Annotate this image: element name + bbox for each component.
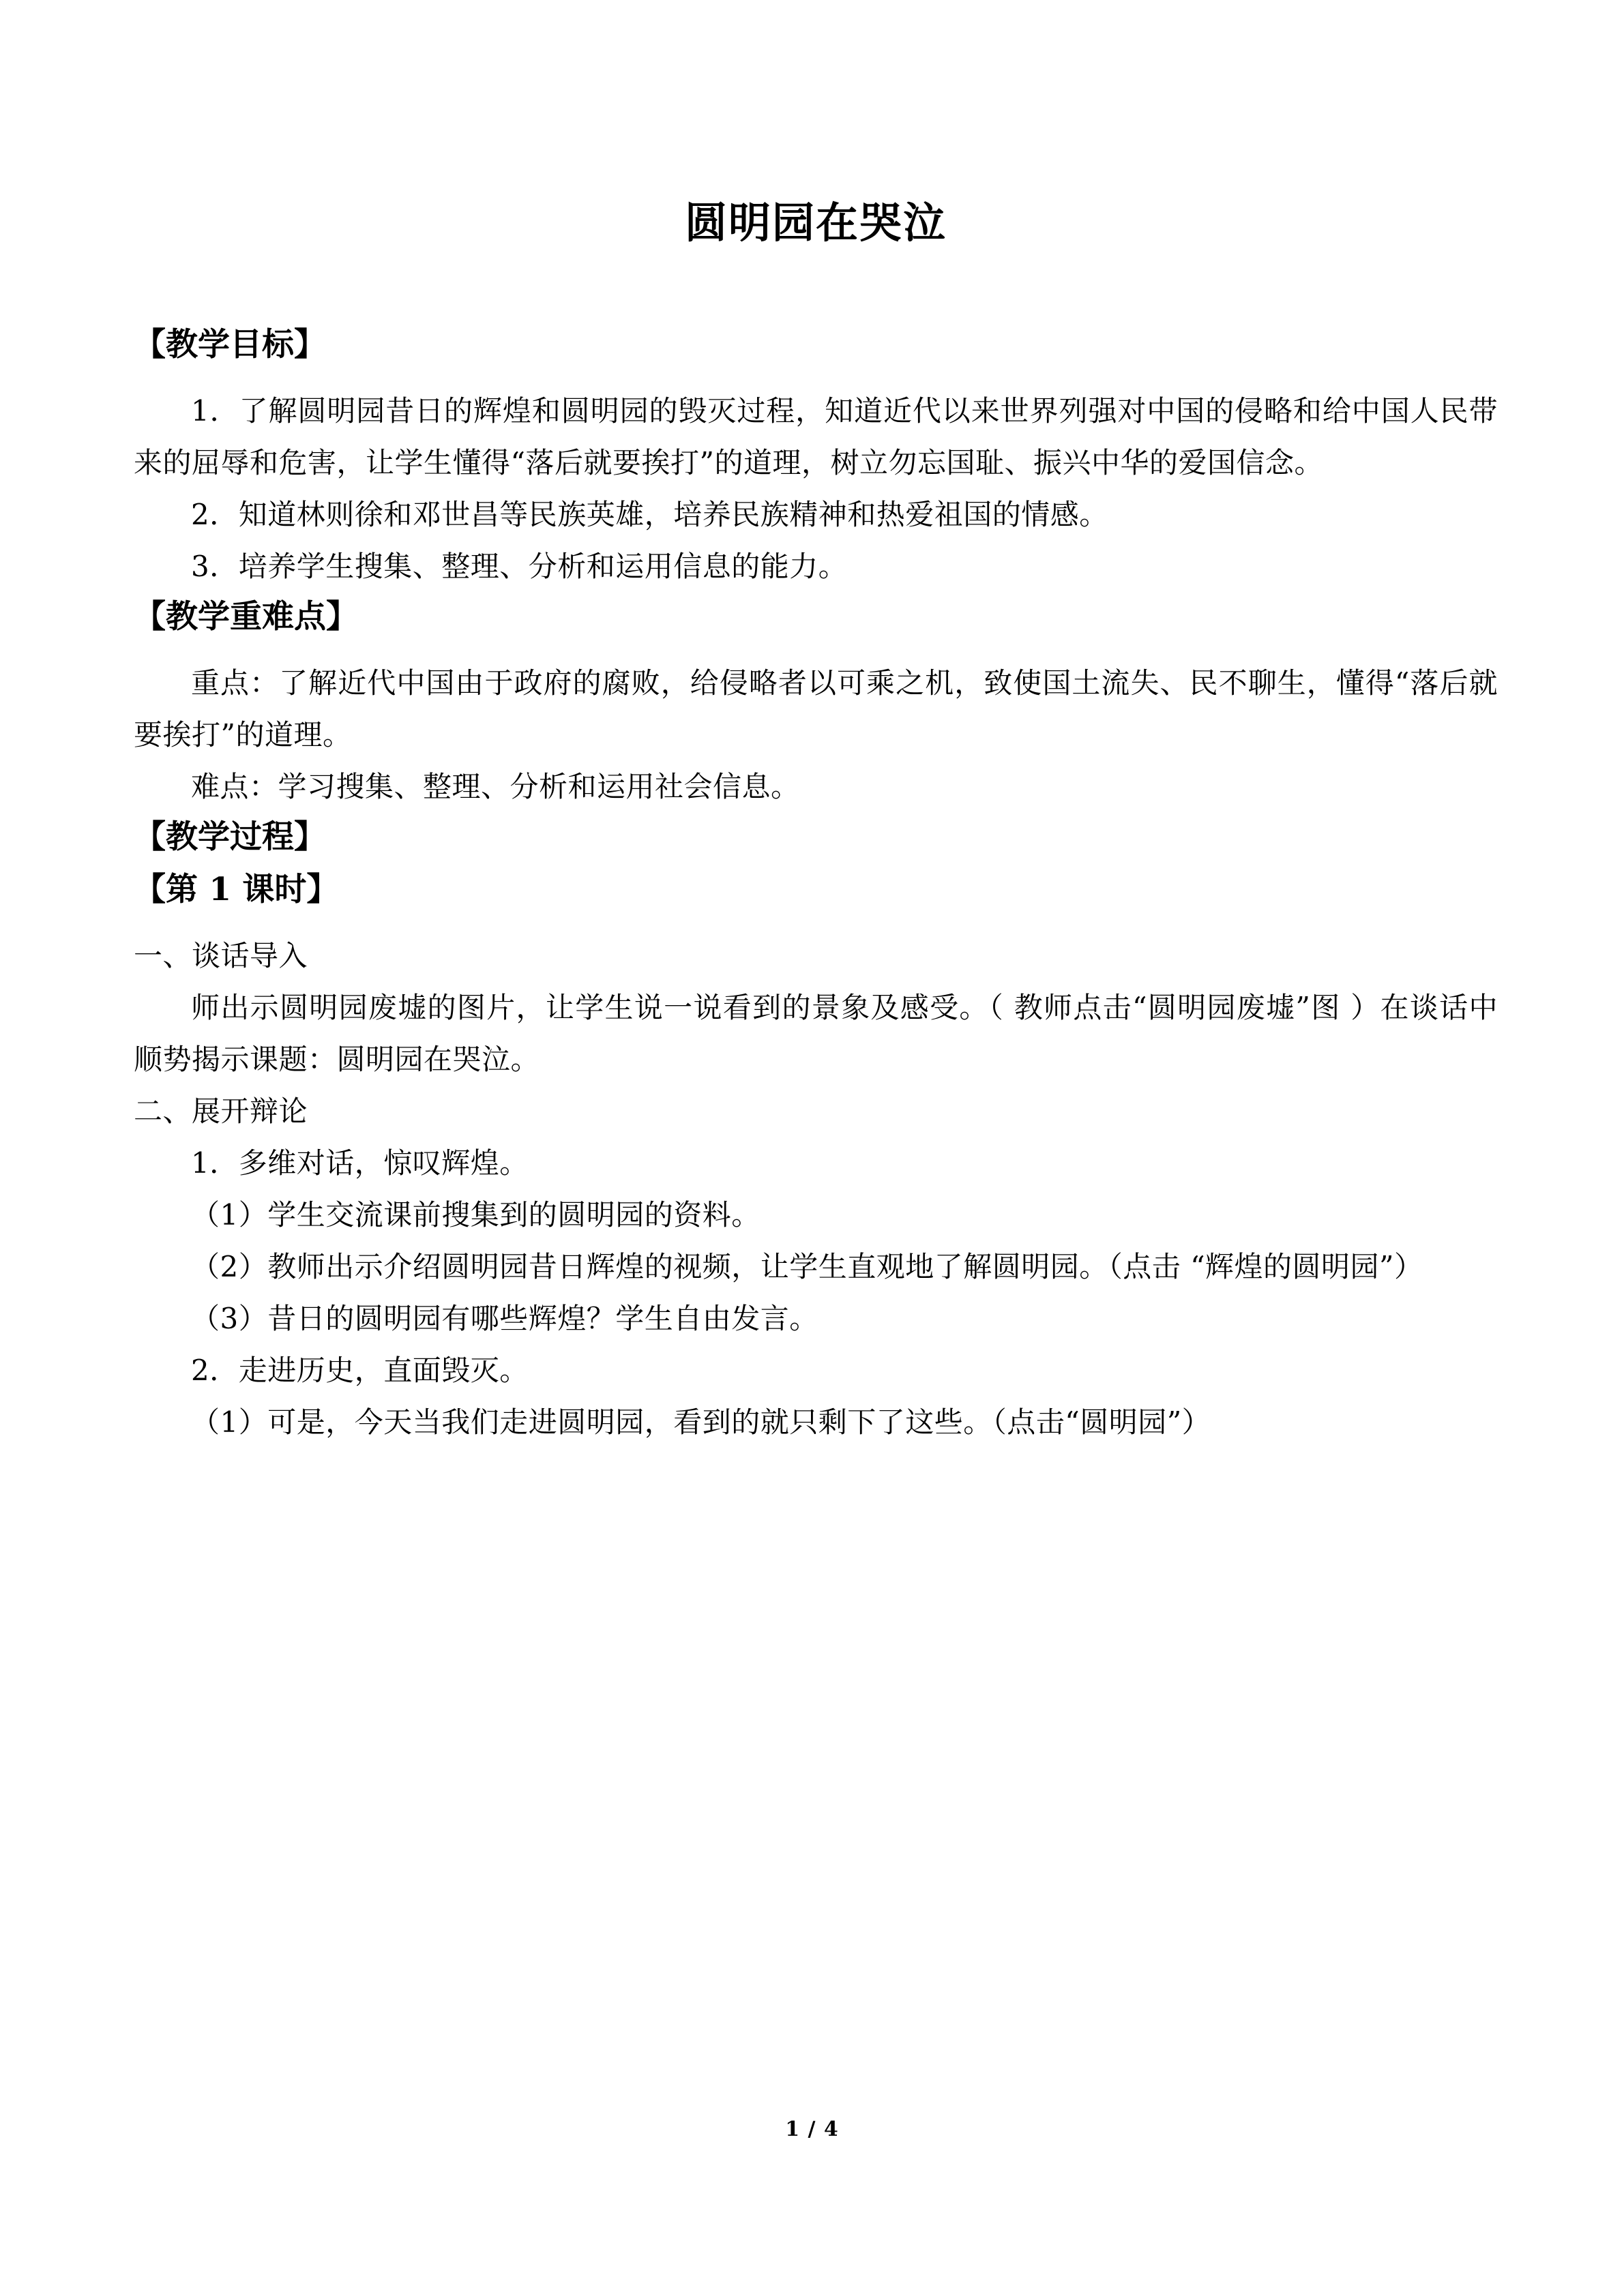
- heading-key-difficult-points: 【教学重难点】: [134, 598, 358, 636]
- spacer: [134, 853, 1498, 874]
- spacer: [134, 633, 1498, 657]
- heading-lesson-1: 【第 1 课时】: [134, 871, 339, 909]
- list-item-2: 2．走进历史，直面毁灭。: [191, 1354, 529, 1388]
- list-item-1-3: （3）昔日的圆明园有哪些辉煌？学生自由发言。: [191, 1302, 818, 1336]
- list-item-1-1: （1）学生交流课前搜集到的圆明园的资料。: [191, 1198, 761, 1232]
- heading-teaching-objectives: 【教学目标】: [134, 326, 326, 364]
- step-two-title: 二、展开辩论: [134, 1094, 308, 1129]
- page-title: 圆明园在哭泣: [684, 198, 947, 248]
- objective-item-3: 3．培养学生搜集、整理、分析和运用信息的能力。: [191, 550, 848, 584]
- difficult-point-text: 难点：学习搜集、整理、分析和运用社会信息。: [191, 770, 800, 804]
- step-one-body: 师出示圆明园废墟的图片，让学生说一说看到的景象及感受。（ 教师点击“圆明园废墟”图 ）在谈话中顺势揭示课题：圆明园在哭泣。: [134, 991, 1498, 1077]
- list-item-1: 1．多维对话，惊叹辉煌。: [191, 1146, 529, 1180]
- spacer: [134, 906, 1498, 930]
- page-number-footer: 1 / 4: [785, 2117, 839, 2141]
- document-content: [134, 0, 1498, 1448]
- key-point-text: 重点：了解近代中国由于政府的腐败，给侵略者以可乘之机，致使国土流失、民不聊生，懂得“落后就要挨打”的道理。: [134, 666, 1498, 752]
- list-item-2-1: （1）可是，今天当我们走进圆明园，看到的就只剩下了这些。（点击“圆明园”）: [191, 1405, 1211, 1440]
- spacer-after-title: [134, 248, 1498, 329]
- spacer: [134, 813, 1498, 821]
- spacer: [134, 361, 1498, 385]
- step-one-title: 一、谈话导入: [134, 939, 308, 973]
- heading-teaching-process: 【教学过程】: [134, 818, 326, 856]
- objective-item-1: 1．了解圆明园昔日的辉煌和圆明园的毁灭过程，知道近代以来世界列强对中国的侵略和给中国人民带来的屈辱和危害，让学生懂得“落后就要挨打”的道理，树立勿忘国耻、振兴中华的爱国信念。: [134, 394, 1498, 480]
- objective-item-2: 2．知道林则徐和邓世昌等民族英雄，培养民族精神和热爱祖国的情感。: [191, 498, 1108, 532]
- list-item-1-2: （2）教师出示介绍圆明园昔日辉煌的视频，让学生直观地了解圆明园。（点击 “辉煌的圆明园”）: [191, 1250, 1423, 1284]
